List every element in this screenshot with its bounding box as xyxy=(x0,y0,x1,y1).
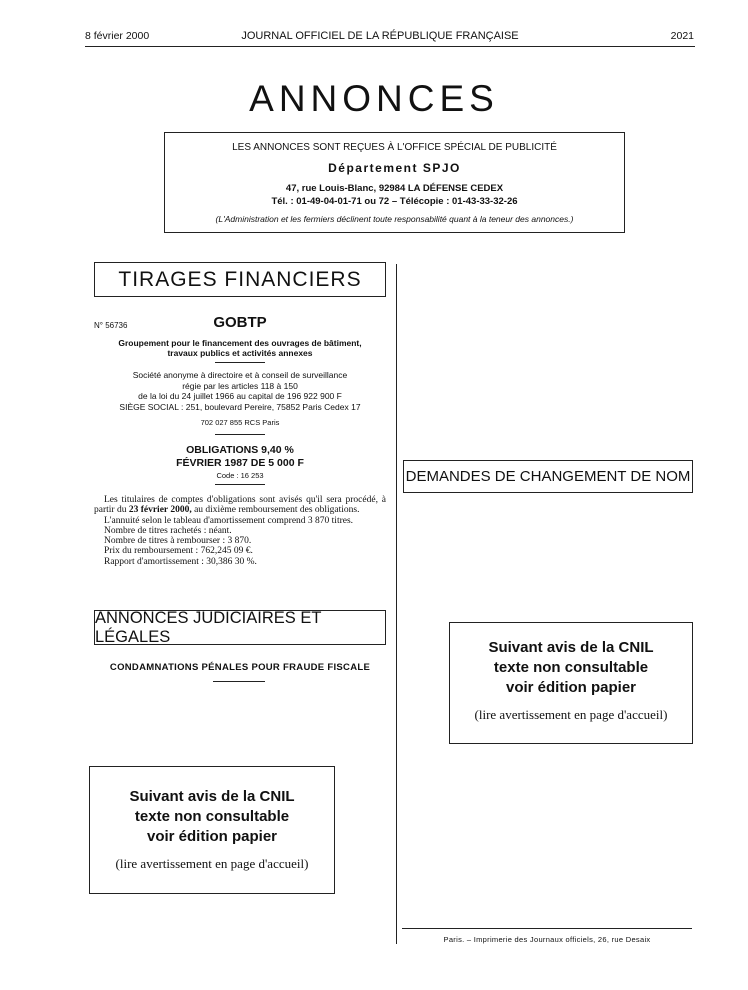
legal-line: régie par les articles 118 à 150 xyxy=(182,380,298,391)
body-date: 23 février 2000, xyxy=(128,505,192,516)
cnil-line: voir édition papier xyxy=(146,828,278,845)
company-full-name xyxy=(94,338,386,358)
body-annuite: L'annuité selon le tableau d'amortissement comprend 3 870 titres. xyxy=(104,515,354,526)
cnil-note: (lire avertissement en page d'accueil) xyxy=(115,856,309,871)
body-paragraph xyxy=(94,495,386,516)
footer-rule xyxy=(402,928,692,929)
legal-line: de la loi du 24 juillet 1966 au capital de 196 922 900 F xyxy=(138,391,342,401)
body-rachetes: Nombre de titres rachetés : néant. xyxy=(104,525,232,536)
annonce-number: N° 56736 xyxy=(94,321,128,330)
header-date: 8 février 2000 xyxy=(85,30,150,42)
cnil-line: Suivant avis de la CNIL xyxy=(488,639,654,656)
separator-rule xyxy=(215,484,265,485)
cnil-notice-left xyxy=(89,766,335,894)
cnil-line: Suivant avis de la CNIL xyxy=(129,788,295,805)
company-name: GOBTP xyxy=(213,314,267,331)
separator-rule xyxy=(215,362,265,363)
header-journal-title: JOURNAL OFFICIEL DE LA RÉPUBLIQUE FRANÇAISE xyxy=(241,30,519,42)
condamnations-subheading: CONDAMNATIONS PÉNALES POUR FRAUDE FISCALE xyxy=(109,662,371,673)
section-heading-annonces-judiciaires xyxy=(94,610,386,645)
annonce-body xyxy=(94,495,386,567)
judiciaires-heading: ANNONCES JUDICIAIRES ET LÉGALES xyxy=(95,608,322,646)
publicity-address: 47, rue Louis-Blanc, 92984 LA DÉFENSE CEDEX xyxy=(285,183,504,194)
body-prix: Prix du remboursement : 762,245 09 €. xyxy=(104,546,253,557)
tirages-heading: TIRAGES FINANCIERS xyxy=(118,267,362,291)
body-rapport: Rapport d'amortissement : 30,386 30 %. xyxy=(104,556,257,567)
rcs-number: 702 027 855 RCS Paris xyxy=(200,418,280,427)
obligations-line: FÉVRIER 1987 DE 5 000 F xyxy=(176,457,304,469)
header-page-number: 2021 xyxy=(670,30,694,42)
cnil-notice-right xyxy=(449,622,693,744)
separator-rule xyxy=(213,681,265,682)
column-divider xyxy=(396,264,397,944)
separator-rule xyxy=(215,434,265,435)
section-heading-tirages-financiers xyxy=(94,262,386,297)
cnil-line: texte non consultable xyxy=(493,659,649,676)
body-text: Les titulaires de comptes d'obligations sont avisés qu'il sera procédé, à partir du xyxy=(94,495,386,516)
footer-imprint: Paris. – Imprimerie des Journaux officiels, 26, rue Desaix xyxy=(443,935,651,944)
publicity-box xyxy=(164,132,625,233)
cnil-note: (lire avertissement en page d'accueil) xyxy=(474,707,668,722)
obligations-title xyxy=(94,444,386,470)
page-title: ANNONCES xyxy=(249,78,499,119)
section-heading-demandes xyxy=(403,460,693,493)
cnil-line: texte non consultable xyxy=(134,808,290,825)
siege-social: SIÈGE SOCIAL : 251, boulevard Pereire, 75852 Paris Cedex 17 xyxy=(119,401,361,412)
obligations-line: OBLIGATIONS 9,40 % xyxy=(186,444,294,456)
publicity-line: LES ANNONCES SONT REÇUES À L'OFFICE SPÉCIAL DE PUBLICITÉ xyxy=(232,142,557,153)
legal-info xyxy=(94,370,386,412)
demandes-heading: DEMANDES DE CHANGEMENT DE NOM xyxy=(405,468,691,485)
publicity-department: Département SPJO xyxy=(328,161,461,175)
body-a-rembourser: Nombre de titres à rembourser : 3 870. xyxy=(104,536,252,547)
cnil-line: voir édition papier xyxy=(505,679,637,696)
header-rule xyxy=(85,46,695,47)
publicity-phone: Tél. : 01-49-04-01-71 ou 72 – Télécopie : 01-43-33-32-26 xyxy=(271,196,518,207)
legal-line: Société anonyme à directoire et à conseil de surveillance xyxy=(132,370,348,380)
publicity-disclaimer: (L'Administration et les fermiers déclinent toute responsabilité quant à la teneur des annonces.) xyxy=(215,214,574,224)
company-full-name-line: travaux publics et activités annexes xyxy=(167,348,313,358)
company-full-name-line: Groupement pour le financement des ouvrages de bâtiment, xyxy=(118,338,362,348)
body-text: au dixième remboursement des obligations. xyxy=(191,505,360,516)
code-value: Code : 16 253 xyxy=(216,471,264,480)
